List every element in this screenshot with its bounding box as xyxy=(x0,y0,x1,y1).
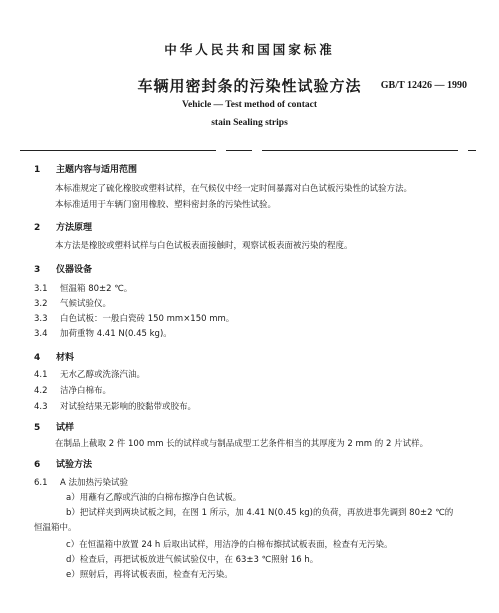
section-5-heading xyxy=(34,420,74,433)
subsection-title: A 法加热污染试验 xyxy=(60,478,129,488)
item-text: 洁净白棉布。 xyxy=(60,386,112,396)
section-number: 6 xyxy=(34,460,41,470)
section-4-heading xyxy=(34,350,74,363)
header-rule-right xyxy=(262,150,458,151)
section-3-heading xyxy=(34,262,92,275)
item-number: 3.2 xyxy=(34,299,48,309)
item-text: 无水乙醇或洗涤汽油。 xyxy=(60,370,146,380)
section-title: 仪器设备 xyxy=(56,265,93,275)
header-rule-left xyxy=(20,150,216,151)
list-item xyxy=(34,282,132,294)
section-number: 3 xyxy=(34,265,41,275)
english-title-line-1: Vehicle — Test method of contact xyxy=(181,100,317,110)
item-text: 气候试验仪。 xyxy=(60,299,112,309)
section-1-paragraph-2: 本标准适用于车辆门窗用橡胶、塑料密封条的污染性试验。 xyxy=(55,200,277,210)
section-number: 5 xyxy=(34,423,41,433)
section-title: 试样 xyxy=(56,423,75,433)
item-number: 3.4 xyxy=(34,329,48,339)
section-1-paragraph-1: 本标准规定了硫化橡胶或塑料试样，在气候仪中经一定时间暴露对白色试板污染性的试验方法。 xyxy=(55,184,413,194)
step-c: c）在恒温箱中放置 24 h 后取出试样，用洁净的白棉布擦拭试板表面，检查有无污染。 xyxy=(66,540,393,550)
step-d: d）检查后，再把试板放进气候试验仪中，在 63±3 ℃照射 16 h。 xyxy=(66,555,319,565)
item-number: 4.2 xyxy=(34,386,48,396)
section-number: 2 xyxy=(34,223,41,233)
section-1-heading xyxy=(34,162,137,175)
step-a: a）用蘸有乙醇或汽油的白棉布擦净白色试板。 xyxy=(66,493,242,503)
standard-number: GB/T 12426 — 1990 xyxy=(380,80,467,91)
list-item xyxy=(34,312,234,324)
header-rule-tick xyxy=(468,150,476,151)
step-e: e）照射后，再将试板表面，检查有无污染。 xyxy=(66,570,233,580)
section-title: 材料 xyxy=(56,353,75,363)
item-number: 4.3 xyxy=(34,402,48,412)
section-2-paragraph-1: 本方法是橡胶或塑料试样与白色试板表面接触时，观察试板表面被污染的程度。 xyxy=(55,241,353,251)
section-number: 4 xyxy=(34,353,41,363)
item-number: 3.1 xyxy=(34,284,48,294)
national-standard-heading: 中华人民共和国国家标准 xyxy=(164,42,335,57)
list-item xyxy=(34,384,111,396)
item-text: 加荷重物 4.41 N(0.45 kg)。 xyxy=(60,329,172,339)
section-title: 主题内容与适用范围 xyxy=(56,165,138,175)
list-item xyxy=(34,297,111,309)
header-rule-middle xyxy=(226,150,252,151)
section-title: 试验方法 xyxy=(56,460,93,470)
item-number: 4.1 xyxy=(34,370,48,380)
item-text: 恒温箱 80±2 ℃。 xyxy=(60,284,133,294)
item-text: 白色试板：一般白瓷砖 150 mm×150 mm。 xyxy=(60,314,235,324)
section-5-paragraph-1: 在制品上截取 2 件 100 mm 长的试样或与制品成型工艺条件相当的其厚度为 2 mm 的 2 片试样。 xyxy=(55,439,429,449)
section-2-heading xyxy=(34,220,92,233)
section-number: 1 xyxy=(34,165,41,175)
subsection-6-1-heading xyxy=(34,476,128,488)
step-b-continuation: 恒温箱中。 xyxy=(34,523,77,533)
item-number: 6.1 xyxy=(34,478,48,488)
step-b: b）把试样夹到两块试板之间，在图 1 所示，加 4.41 N(0.45 kg)的负荷，再放进事先调到 80±2 ℃的 xyxy=(66,508,454,518)
item-number: 3.3 xyxy=(34,314,48,324)
list-item xyxy=(34,327,172,339)
section-6-heading xyxy=(34,457,92,470)
english-title-line-2: stain Sealing strips xyxy=(211,118,288,128)
document-title: 车辆用密封条的污染性试验方法 xyxy=(137,77,362,95)
item-text: 对试验结果无影响的胶黏带或胶布。 xyxy=(60,402,197,412)
list-item xyxy=(34,400,196,412)
list-item xyxy=(34,368,145,380)
section-title: 方法原理 xyxy=(56,223,93,233)
